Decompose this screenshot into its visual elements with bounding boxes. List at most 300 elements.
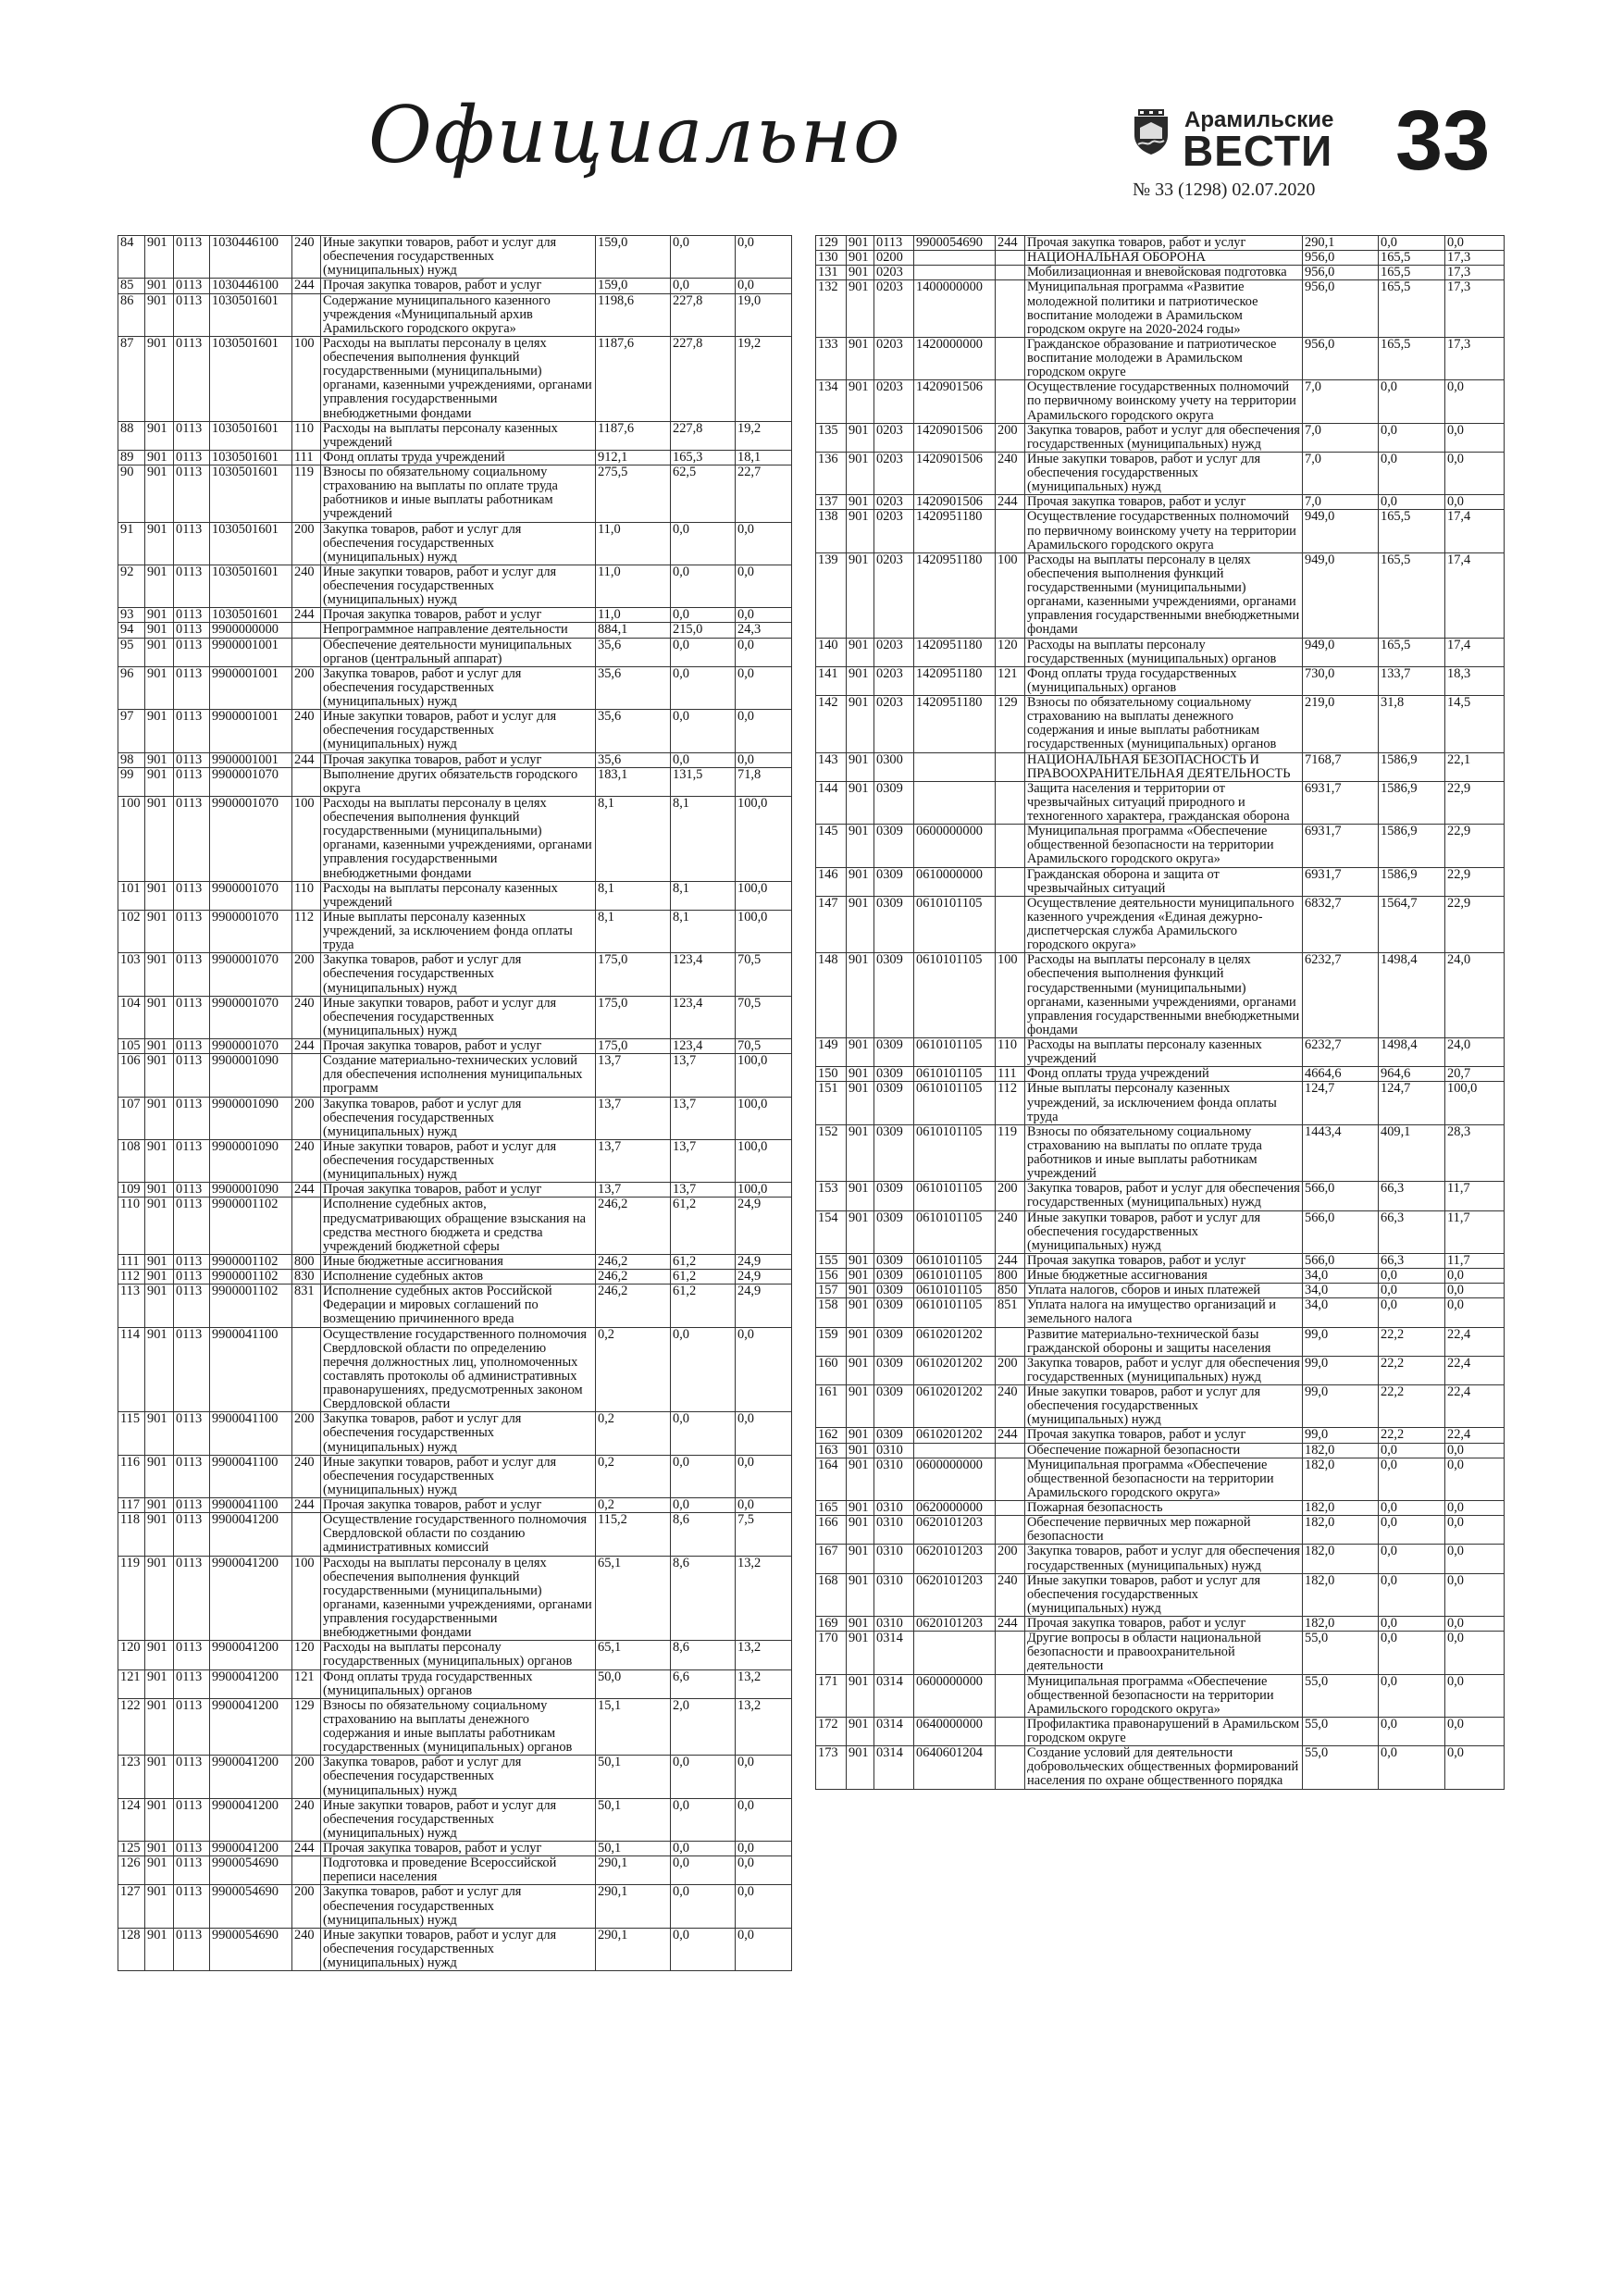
- target-code: 1030446100: [210, 279, 292, 293]
- row-number: 157: [816, 1284, 847, 1298]
- section-code: 0309: [874, 1284, 914, 1298]
- percent: 22,9: [1445, 867, 1505, 896]
- row-number: 151: [816, 1082, 847, 1124]
- plan-amount: 175,0: [596, 996, 671, 1038]
- actual-amount: 0,0: [671, 710, 736, 752]
- item-name: Иные закупки товаров, работ и услуг для обеспечения государственных (муниципальных) нужд: [1025, 1210, 1303, 1253]
- section-code: 0310: [874, 1458, 914, 1500]
- plan-amount: 912,1: [596, 450, 671, 465]
- brand-small: Арамильские: [1184, 107, 1334, 132]
- target-code: 1420000000: [914, 337, 996, 379]
- actual-amount: 0,0: [671, 752, 736, 767]
- percent: 17,3: [1445, 266, 1505, 280]
- actual-amount: 8,6: [671, 1641, 736, 1669]
- item-name: Иные бюджетные ассигнования: [321, 1254, 596, 1269]
- percent: 0,0: [736, 1455, 792, 1497]
- row-number: 150: [816, 1067, 847, 1082]
- expense-type: 240: [996, 1385, 1025, 1428]
- admin-code: 901: [847, 1038, 874, 1067]
- row-number: 119: [118, 1556, 145, 1641]
- actual-amount: 0,0: [1379, 1573, 1445, 1616]
- actual-amount: 62,5: [671, 465, 736, 523]
- target-code: 9900041100: [210, 1455, 292, 1497]
- admin-code: 901: [145, 710, 174, 752]
- item-name: Иные закупки товаров, работ и услуг для обеспечения государственных (муниципальных) нужд: [1025, 1573, 1303, 1616]
- target-code: 1030501601: [210, 450, 292, 465]
- actual-amount: 165,5: [1379, 280, 1445, 338]
- section-code: 0113: [174, 421, 210, 450]
- expense-type: 240: [292, 236, 321, 279]
- actual-amount: 227,8: [671, 421, 736, 450]
- actual-amount: 165,5: [1379, 552, 1445, 638]
- admin-code: 901: [145, 1756, 174, 1798]
- table-row: [816, 266, 1505, 280]
- expense-type: [996, 752, 1025, 781]
- percent: 22,9: [1445, 896, 1505, 953]
- table-row: [816, 1717, 1505, 1745]
- item-name: Прочая закупка товаров, работ и услуг: [321, 1183, 596, 1198]
- section-code: 0113: [174, 608, 210, 623]
- left-column: [118, 235, 792, 1971]
- plan-amount: 55,0: [1303, 1632, 1379, 1674]
- actual-amount: 0,0: [1379, 1443, 1445, 1458]
- item-name: Другие вопросы в области национальной безопасности и правоохранительной деятельности: [1025, 1632, 1303, 1674]
- section-code: 0203: [874, 280, 914, 338]
- item-name: Фонд оплаты труда государственных (муниципальных) органов: [1025, 666, 1303, 695]
- expense-type: 200: [292, 666, 321, 709]
- item-name: Иные закупки товаров, работ и услуг для обеспечения государственных (муниципальных) нужд: [1025, 1385, 1303, 1428]
- admin-code: 901: [847, 1284, 874, 1298]
- item-name: Осуществление государственных полномочий по первичному воинскому учету на территории Арамильского городского округа: [1025, 510, 1303, 552]
- expense-type: 200: [292, 1097, 321, 1139]
- plan-amount: 34,0: [1303, 1298, 1379, 1327]
- table-row: [816, 638, 1505, 666]
- actual-amount: 66,3: [1379, 1210, 1445, 1253]
- target-code: 9900001090: [210, 1097, 292, 1139]
- percent: 100,0: [736, 910, 792, 952]
- target-code: 0610101105: [914, 1182, 996, 1210]
- plan-amount: 246,2: [596, 1270, 671, 1285]
- actual-amount: 0,0: [671, 1856, 736, 1885]
- section-code: 0310: [874, 1443, 914, 1458]
- section-code: 0203: [874, 552, 914, 638]
- row-number: 159: [816, 1327, 847, 1356]
- percent: 17,4: [1445, 552, 1505, 638]
- percent: 24,9: [736, 1254, 792, 1269]
- actual-amount: 66,3: [1379, 1253, 1445, 1268]
- section-code: 0113: [174, 236, 210, 279]
- expense-type: 112: [996, 1082, 1025, 1124]
- table-row: [816, 1284, 1505, 1298]
- plan-amount: 956,0: [1303, 251, 1379, 266]
- row-number: 140: [816, 638, 847, 666]
- plan-amount: 949,0: [1303, 638, 1379, 666]
- item-name: Иные закупки товаров, работ и услуг для обеспечения государственных (муниципальных) нужд: [321, 1455, 596, 1497]
- expense-type: 120: [996, 638, 1025, 666]
- table-row: [816, 1385, 1505, 1428]
- section-code: 0113: [174, 1054, 210, 1097]
- table-row: [118, 1885, 792, 1928]
- actual-amount: 66,3: [1379, 1182, 1445, 1210]
- row-number: 103: [118, 953, 145, 996]
- row-number: 141: [816, 666, 847, 695]
- plan-amount: 115,2: [596, 1513, 671, 1556]
- row-number: 131: [816, 266, 847, 280]
- plan-amount: 50,1: [596, 1798, 671, 1841]
- row-number: 149: [816, 1038, 847, 1067]
- row-number: 108: [118, 1139, 145, 1182]
- actual-amount: 409,1: [1379, 1124, 1445, 1182]
- item-name: Прочая закупка товаров, работ и услуг: [321, 279, 596, 293]
- admin-code: 901: [145, 953, 174, 996]
- row-number: 117: [118, 1498, 145, 1513]
- plan-amount: 55,0: [1303, 1746, 1379, 1789]
- expense-type: [996, 1632, 1025, 1674]
- target-code: 1030501601: [210, 465, 292, 523]
- item-name: Муниципальная программа «Обеспечение общественной безопасности на территории Арамильского городского округа»: [1025, 825, 1303, 867]
- expense-type: 200: [996, 423, 1025, 452]
- item-name: Прочая закупка товаров, работ и услуг: [1025, 1428, 1303, 1443]
- percent: 0,0: [1445, 1516, 1505, 1545]
- expense-type: [996, 867, 1025, 896]
- row-number: 133: [816, 337, 847, 379]
- percent: 0,0: [1445, 1545, 1505, 1573]
- target-code: [914, 752, 996, 781]
- table-row: [816, 452, 1505, 494]
- right-column: [815, 235, 1505, 1790]
- actual-amount: 0,0: [1379, 1632, 1445, 1674]
- row-number: 102: [118, 910, 145, 952]
- percent: 0,0: [1445, 1573, 1505, 1616]
- expense-type: 129: [292, 1698, 321, 1756]
- plan-amount: 1443,4: [1303, 1124, 1379, 1182]
- row-number: 127: [118, 1885, 145, 1928]
- item-name: Иные закупки товаров, работ и услуг для обеспечения государственных (муниципальных) нужд: [321, 236, 596, 279]
- percent: 7,5: [736, 1513, 792, 1556]
- percent: 0,0: [736, 565, 792, 607]
- item-name: Уплата налогов, сборов и иных платежей: [1025, 1284, 1303, 1298]
- actual-amount: 13,7: [671, 1139, 736, 1182]
- actual-amount: 0,0: [671, 279, 736, 293]
- item-name: Расходы на выплаты персоналу в целях обеспечения выполнения функций государственными (муниципальными) органами, казенными учреждениями, органами управления государственными внебюджетными фондами: [1025, 953, 1303, 1038]
- target-code: 9900041200: [210, 1556, 292, 1641]
- row-number: 173: [816, 1746, 847, 1789]
- plan-amount: 182,0: [1303, 1516, 1379, 1545]
- section-code: 0113: [174, 1139, 210, 1182]
- item-name: Уплата налога на имущество организаций и земельного налога: [1025, 1298, 1303, 1327]
- item-name: Расходы на выплаты персоналу государственных (муниципальных) органов: [321, 1641, 596, 1669]
- percent: 22,9: [1445, 781, 1505, 824]
- actual-amount: 131,5: [671, 767, 736, 796]
- row-number: 116: [118, 1455, 145, 1497]
- item-name: Прочая закупка товаров, работ и услуг: [1025, 1253, 1303, 1268]
- actual-amount: 0,0: [671, 522, 736, 565]
- target-code: 1420951180: [914, 696, 996, 753]
- admin-code: 901: [847, 1253, 874, 1268]
- row-number: 164: [816, 1458, 847, 1500]
- admin-code: 901: [847, 752, 874, 781]
- section-code: 0113: [174, 1097, 210, 1139]
- plan-amount: 1187,6: [596, 421, 671, 450]
- target-code: 0610101105: [914, 896, 996, 953]
- table-row: [118, 1455, 792, 1497]
- expense-type: [292, 638, 321, 666]
- percent: 22,4: [1445, 1327, 1505, 1356]
- item-name: Расходы на выплаты персоналу казенных учреждений: [1025, 1038, 1303, 1067]
- plan-amount: 290,1: [596, 1885, 671, 1928]
- target-code: 0610201202: [914, 1428, 996, 1443]
- actual-amount: 165,3: [671, 450, 736, 465]
- admin-code: 901: [847, 1327, 874, 1356]
- table-row: [118, 1097, 792, 1139]
- actual-amount: 0,0: [671, 1498, 736, 1513]
- admin-code: 901: [145, 1054, 174, 1097]
- item-name: Закупка товаров, работ и услуг для обеспечения государственных (муниципальных) нужд: [321, 522, 596, 565]
- expense-type: 200: [292, 953, 321, 996]
- target-code: 0610101105: [914, 1253, 996, 1268]
- admin-code: 901: [145, 1641, 174, 1669]
- item-name: Иные закупки товаров, работ и услуг для обеспечения государственных (муниципальных) нужд: [321, 1139, 596, 1182]
- target-code: 9900001090: [210, 1183, 292, 1198]
- row-number: 154: [816, 1210, 847, 1253]
- expense-type: [996, 266, 1025, 280]
- actual-amount: 0,0: [1379, 236, 1445, 251]
- plan-amount: 99,0: [1303, 1385, 1379, 1428]
- target-code: 0610201202: [914, 1356, 996, 1384]
- admin-code: 901: [847, 1617, 874, 1632]
- row-number: 122: [118, 1698, 145, 1756]
- plan-amount: 8,1: [596, 910, 671, 952]
- row-number: 161: [816, 1385, 847, 1428]
- expense-type: 851: [996, 1298, 1025, 1327]
- item-name: Муниципальная программа «Обеспечение общественной безопасности на территории Арамильского городского округа»: [1025, 1458, 1303, 1500]
- row-number: 113: [118, 1285, 145, 1327]
- item-name: Иные закупки товаров, работ и услуг для обеспечения государственных (муниципальных) нужд: [321, 565, 596, 607]
- row-number: 142: [816, 696, 847, 753]
- percent: 17,4: [1445, 510, 1505, 552]
- admin-code: 901: [847, 266, 874, 280]
- item-name: Расходы на выплаты персоналу государственных (муниципальных) органов: [1025, 638, 1303, 666]
- plan-amount: 566,0: [1303, 1253, 1379, 1268]
- admin-code: 901: [847, 1632, 874, 1674]
- section-code: 0113: [174, 881, 210, 910]
- section-code: 0113: [174, 752, 210, 767]
- section-code: 0113: [174, 666, 210, 709]
- section-code: 0113: [174, 796, 210, 881]
- table-row: [118, 1641, 792, 1669]
- section-code: 0309: [874, 1210, 914, 1253]
- target-code: 1030501601: [210, 293, 292, 336]
- admin-code: 901: [145, 1842, 174, 1856]
- expense-type: [996, 380, 1025, 423]
- plan-amount: 35,6: [596, 710, 671, 752]
- row-number: 156: [816, 1269, 847, 1284]
- table-row: [816, 1443, 1505, 1458]
- table-row: [816, 1327, 1505, 1356]
- row-number: 91: [118, 522, 145, 565]
- target-code: 9900041100: [210, 1327, 292, 1412]
- table-row: [118, 1254, 792, 1269]
- table-row: [118, 1039, 792, 1054]
- expense-type: [996, 1717, 1025, 1745]
- expense-type: 100: [292, 336, 321, 421]
- actual-amount: 1586,9: [1379, 781, 1445, 824]
- table-row: [118, 1198, 792, 1255]
- admin-code: 901: [145, 1327, 174, 1412]
- expense-type: 244: [292, 608, 321, 623]
- section-code: 0113: [174, 1183, 210, 1198]
- admin-code: 901: [847, 666, 874, 695]
- target-code: 0610000000: [914, 867, 996, 896]
- table-row: [816, 1573, 1505, 1616]
- table-row: [118, 1556, 792, 1641]
- issue-line: № 33 (1298) 02.07.2020: [1133, 180, 1316, 200]
- section-code: 0203: [874, 638, 914, 666]
- target-code: 9900041200: [210, 1698, 292, 1756]
- admin-code: 901: [145, 1198, 174, 1255]
- percent: 11,7: [1445, 1253, 1505, 1268]
- item-name: Закупка товаров, работ и услуг для обеспечения государственных (муниципальных) нужд: [321, 1885, 596, 1928]
- actual-amount: 0,0: [1379, 452, 1445, 494]
- table-row: [816, 251, 1505, 266]
- table-row: [118, 1698, 792, 1756]
- actual-amount: 0,0: [671, 1455, 736, 1497]
- section-code: 0113: [174, 1412, 210, 1455]
- section-code: 0310: [874, 1545, 914, 1573]
- table-row: [118, 623, 792, 638]
- expense-type: [996, 1327, 1025, 1356]
- table-row: [816, 380, 1505, 423]
- actual-amount: 0,0: [671, 1756, 736, 1798]
- row-number: 158: [816, 1298, 847, 1327]
- section-code: 0113: [174, 1928, 210, 1970]
- plan-amount: 182,0: [1303, 1501, 1379, 1516]
- expense-type: [292, 1054, 321, 1097]
- budget-table-right: [815, 235, 1505, 1790]
- expense-type: 244: [292, 1498, 321, 1513]
- item-name: Пожарная безопасность: [1025, 1501, 1303, 1516]
- item-name: Закупка товаров, работ и услуг для обеспечения государственных (муниципальных) нужд: [321, 666, 596, 709]
- item-name: Создание условий для деятельности добровольческих общественных формирований населения по охране общественного порядка: [1025, 1746, 1303, 1789]
- actual-amount: 165,5: [1379, 266, 1445, 280]
- section-code: 0309: [874, 781, 914, 824]
- table-row: [816, 1038, 1505, 1067]
- admin-code: 901: [145, 336, 174, 421]
- plan-amount: 0,2: [596, 1498, 671, 1513]
- target-code: 1400000000: [914, 280, 996, 338]
- percent: 70,5: [736, 996, 792, 1038]
- section-code: 0113: [174, 565, 210, 607]
- table-row: [118, 1928, 792, 1970]
- plan-amount: 6931,7: [1303, 867, 1379, 896]
- table-row: [118, 1498, 792, 1513]
- plan-amount: 7,0: [1303, 452, 1379, 494]
- actual-amount: 0,0: [1379, 1516, 1445, 1545]
- table-row: [816, 1428, 1505, 1443]
- table-row: [816, 495, 1505, 510]
- item-name: Иные закупки товаров, работ и услуг для обеспечения государственных (муниципальных) нужд: [1025, 452, 1303, 494]
- plan-amount: 182,0: [1303, 1458, 1379, 1500]
- actual-amount: 0,0: [1379, 1284, 1445, 1298]
- item-name: Исполнение судебных актов: [321, 1270, 596, 1285]
- section-code: 0113: [174, 293, 210, 336]
- target-code: 0610201202: [914, 1385, 996, 1428]
- expense-type: [996, 781, 1025, 824]
- admin-code: 901: [847, 380, 874, 423]
- percent: 0,0: [736, 1798, 792, 1841]
- admin-code: 901: [145, 1254, 174, 1269]
- section-code: 0309: [874, 1253, 914, 1268]
- expense-type: [996, 1746, 1025, 1789]
- item-name: Фонд оплаты труда государственных (муниципальных) органов: [321, 1669, 596, 1698]
- percent: 17,3: [1445, 337, 1505, 379]
- target-code: 9900001090: [210, 1139, 292, 1182]
- percent: 11,7: [1445, 1182, 1505, 1210]
- section-code: 0113: [174, 465, 210, 523]
- item-name: Закупка товаров, работ и услуг для обеспечения государственных (муниципальных) нужд: [321, 1756, 596, 1798]
- percent: 22,4: [1445, 1428, 1505, 1443]
- percent: 0,0: [1445, 1298, 1505, 1327]
- section-code: 0113: [174, 1556, 210, 1641]
- row-number: 123: [118, 1756, 145, 1798]
- expense-type: [996, 1674, 1025, 1717]
- section-code: 0113: [174, 638, 210, 666]
- admin-code: 901: [145, 1039, 174, 1054]
- plan-amount: 949,0: [1303, 510, 1379, 552]
- row-number: 96: [118, 666, 145, 709]
- expense-type: 800: [292, 1254, 321, 1269]
- admin-code: 901: [847, 867, 874, 896]
- percent: 0,0: [736, 1498, 792, 1513]
- expense-type: 240: [292, 996, 321, 1038]
- target-code: 9900054690: [210, 1928, 292, 1970]
- percent: 0,0: [1445, 1632, 1505, 1674]
- section-code: 0203: [874, 666, 914, 695]
- percent: 0,0: [736, 1327, 792, 1412]
- item-name: Иные закупки товаров, работ и услуг для обеспечения государственных (муниципальных) нужд: [321, 996, 596, 1038]
- row-number: 115: [118, 1412, 145, 1455]
- expense-type: [292, 1513, 321, 1556]
- actual-amount: 0,0: [1379, 1545, 1445, 1573]
- expense-type: 200: [996, 1356, 1025, 1384]
- item-name: Иные выплаты персоналу казенных учреждений, за исключением фонда оплаты труда: [321, 910, 596, 952]
- section-code: 0113: [174, 1885, 210, 1928]
- plan-amount: 884,1: [596, 623, 671, 638]
- admin-code: 901: [847, 1182, 874, 1210]
- target-code: 0640601204: [914, 1746, 996, 1789]
- row-number: 105: [118, 1039, 145, 1054]
- expense-type: [996, 510, 1025, 552]
- expense-type: [292, 293, 321, 336]
- plan-amount: 13,7: [596, 1097, 671, 1139]
- section-code: 0113: [174, 1327, 210, 1412]
- actual-amount: 0,0: [671, 608, 736, 623]
- section-code: 0113: [174, 1039, 210, 1054]
- section-code: 0309: [874, 1124, 914, 1182]
- admin-code: 901: [145, 1798, 174, 1841]
- admin-code: 901: [847, 896, 874, 953]
- plan-amount: 11,0: [596, 608, 671, 623]
- percent: 17,3: [1445, 280, 1505, 338]
- table-row: [118, 881, 792, 910]
- item-name: Расходы на выплаты персоналу в целях обеспечения выполнения функций государственными (муниципальными) органами, казенными учреждениями, органами управления государственными внебюджетными фондами: [321, 1556, 596, 1641]
- plan-amount: 159,0: [596, 236, 671, 279]
- table-row: [118, 608, 792, 623]
- admin-code: 901: [847, 552, 874, 638]
- section-code: 0113: [174, 996, 210, 1038]
- target-code: 9900054690: [210, 1885, 292, 1928]
- plan-amount: 99,0: [1303, 1356, 1379, 1384]
